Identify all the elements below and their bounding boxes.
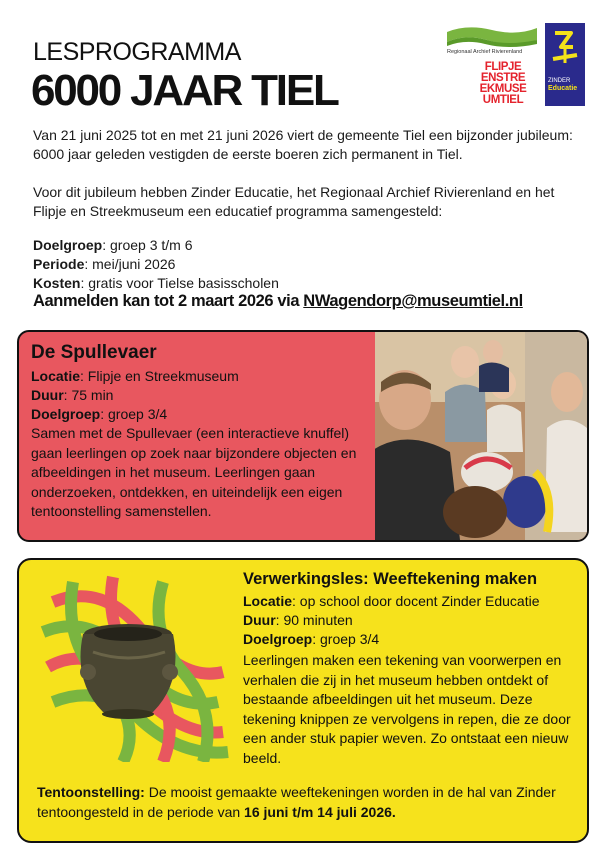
weeftekening-doelgroep-label: Doelgroep bbox=[243, 631, 313, 647]
spullevaer-duur bbox=[31, 387, 113, 403]
weeftekening-doelgroep-value: : groep 3/4 bbox=[312, 631, 380, 647]
periode-value: : mei/juni 2026 bbox=[84, 256, 176, 272]
page-kicker: LESPROGRAMMA bbox=[33, 38, 241, 66]
spullevaer-doelgroep-value: : groep 3/4 bbox=[100, 406, 168, 422]
museum-photo bbox=[375, 332, 587, 540]
weeftekening-title: Verwerkingsles: Weeftekening maken bbox=[243, 570, 538, 588]
weeftekening-locatie-label: Locatie bbox=[243, 593, 293, 609]
flipje-logo-line: EKMUSE bbox=[479, 83, 527, 95]
spullevaer-doelgroep bbox=[31, 406, 167, 422]
regionaal-archief-logo bbox=[447, 26, 537, 58]
kosten-value: : gratis voor Tielse basisscholen bbox=[80, 275, 279, 291]
weeftekening-locatie bbox=[243, 593, 540, 609]
zinder-z-icon bbox=[551, 29, 579, 71]
doelgroep-value: : groep 3 t/m 6 bbox=[102, 237, 193, 253]
periode-line bbox=[33, 256, 175, 272]
tentoonstelling-label: Tentoonstelling: bbox=[37, 784, 145, 800]
page-title: 6000 JAAR TIEL bbox=[31, 66, 338, 115]
spullevaer-description: Samen met de Spullevaer (een interactieve knuffel) gaan leerlingen op zoek naar bijzondere objecten en afbeeldingen in het museum. Leerlingen gaan onderzoeken, ontdekken, en uiteindelijk een eigen tentoonstelling samenstellen. bbox=[31, 425, 357, 519]
weeftekening-locatie-value: : op school door docent Zinder Educatie bbox=[292, 593, 540, 609]
doelgroep-label: Doelgroep bbox=[33, 237, 103, 253]
kosten-line bbox=[33, 275, 279, 291]
spullevaer-title: De Spullevaer bbox=[31, 342, 157, 363]
spullevaer-locatie-label: Locatie bbox=[31, 368, 81, 384]
signup-line bbox=[33, 292, 593, 311]
woven-pot-artwork bbox=[33, 572, 233, 762]
archief-swoosh-icon bbox=[447, 26, 537, 48]
zinder-logo-bottom: Educatie bbox=[548, 85, 578, 92]
intro-paragraph-1: Van 21 juni 2025 tot en met 21 juni 2026 viert de gemeente Tiel een bijzonder jubileum: 6000 jaar geleden vestigden de eerste boeren zich permanent in Tiel. bbox=[33, 127, 573, 162]
tentoonstelling-dates: 16 juni t/m 14 juli 2026. bbox=[244, 803, 396, 820]
archief-logo-text: Regionaal Archief Rivierenland bbox=[447, 49, 523, 55]
kosten-label: Kosten bbox=[33, 275, 81, 291]
zinder-educatie-logo bbox=[545, 23, 585, 106]
spullevaer-locatie-value: : Flipje en Streekmuseum bbox=[80, 368, 239, 384]
spullevaer-doelgroep-label: Doelgroep bbox=[31, 406, 101, 422]
weeftekening-card bbox=[17, 558, 589, 843]
weeftekening-doelgroep bbox=[243, 631, 379, 647]
spullevaer-duur-label: Duur bbox=[31, 387, 64, 403]
flipje-logo-line: ENSTRE bbox=[480, 72, 526, 84]
tentoonstelling-text: De mooist gemaakte weeftekeningen worden in de hal van Zinder tentoongesteld in de periode van bbox=[37, 784, 556, 820]
signup-email-link[interactable]: NWagendorp@museumtiel.nl bbox=[303, 292, 523, 310]
flipje-logo-line: UMTIEL bbox=[482, 94, 524, 106]
zinder-logo-top: ZINDER bbox=[548, 78, 571, 84]
spullevaer-locatie bbox=[31, 368, 239, 384]
weeftekening-description: Leerlingen maken een tekening van voorwerpen en verhalen die zij in het museum hebben ontdekt of bestaande afbeeldingen uit het museum. Deze tekening knippen ze vervolgens in repen, die ze door een ander stuk papier weven. Zo ontstaat een nieuw beeld. bbox=[243, 652, 571, 766]
zinder-logo-text bbox=[548, 77, 584, 93]
weeftekening-duur bbox=[243, 612, 353, 628]
flipje-logo-line: FLIPJE bbox=[484, 61, 522, 73]
flipje-museum-logo bbox=[470, 62, 536, 106]
signup-text: Aanmelden kan tot 2 maart 2026 via bbox=[33, 292, 304, 310]
tentoonstelling-note bbox=[37, 783, 572, 822]
doelgroep-line bbox=[33, 237, 193, 253]
periode-label: Periode bbox=[33, 256, 85, 272]
weeftekening-duur-label: Duur bbox=[243, 612, 276, 628]
weeftekening-duur-value: : 90 minuten bbox=[275, 612, 353, 628]
spullevaer-card bbox=[17, 330, 589, 542]
spullevaer-duur-value: : 75 min bbox=[63, 387, 114, 403]
intro-paragraph-2: Voor dit jubileum hebben Zinder Educatie, het Regionaal Archief Rivierenland en het Flipje en Streekmuseum een educatief programma samengesteld: bbox=[33, 184, 555, 219]
